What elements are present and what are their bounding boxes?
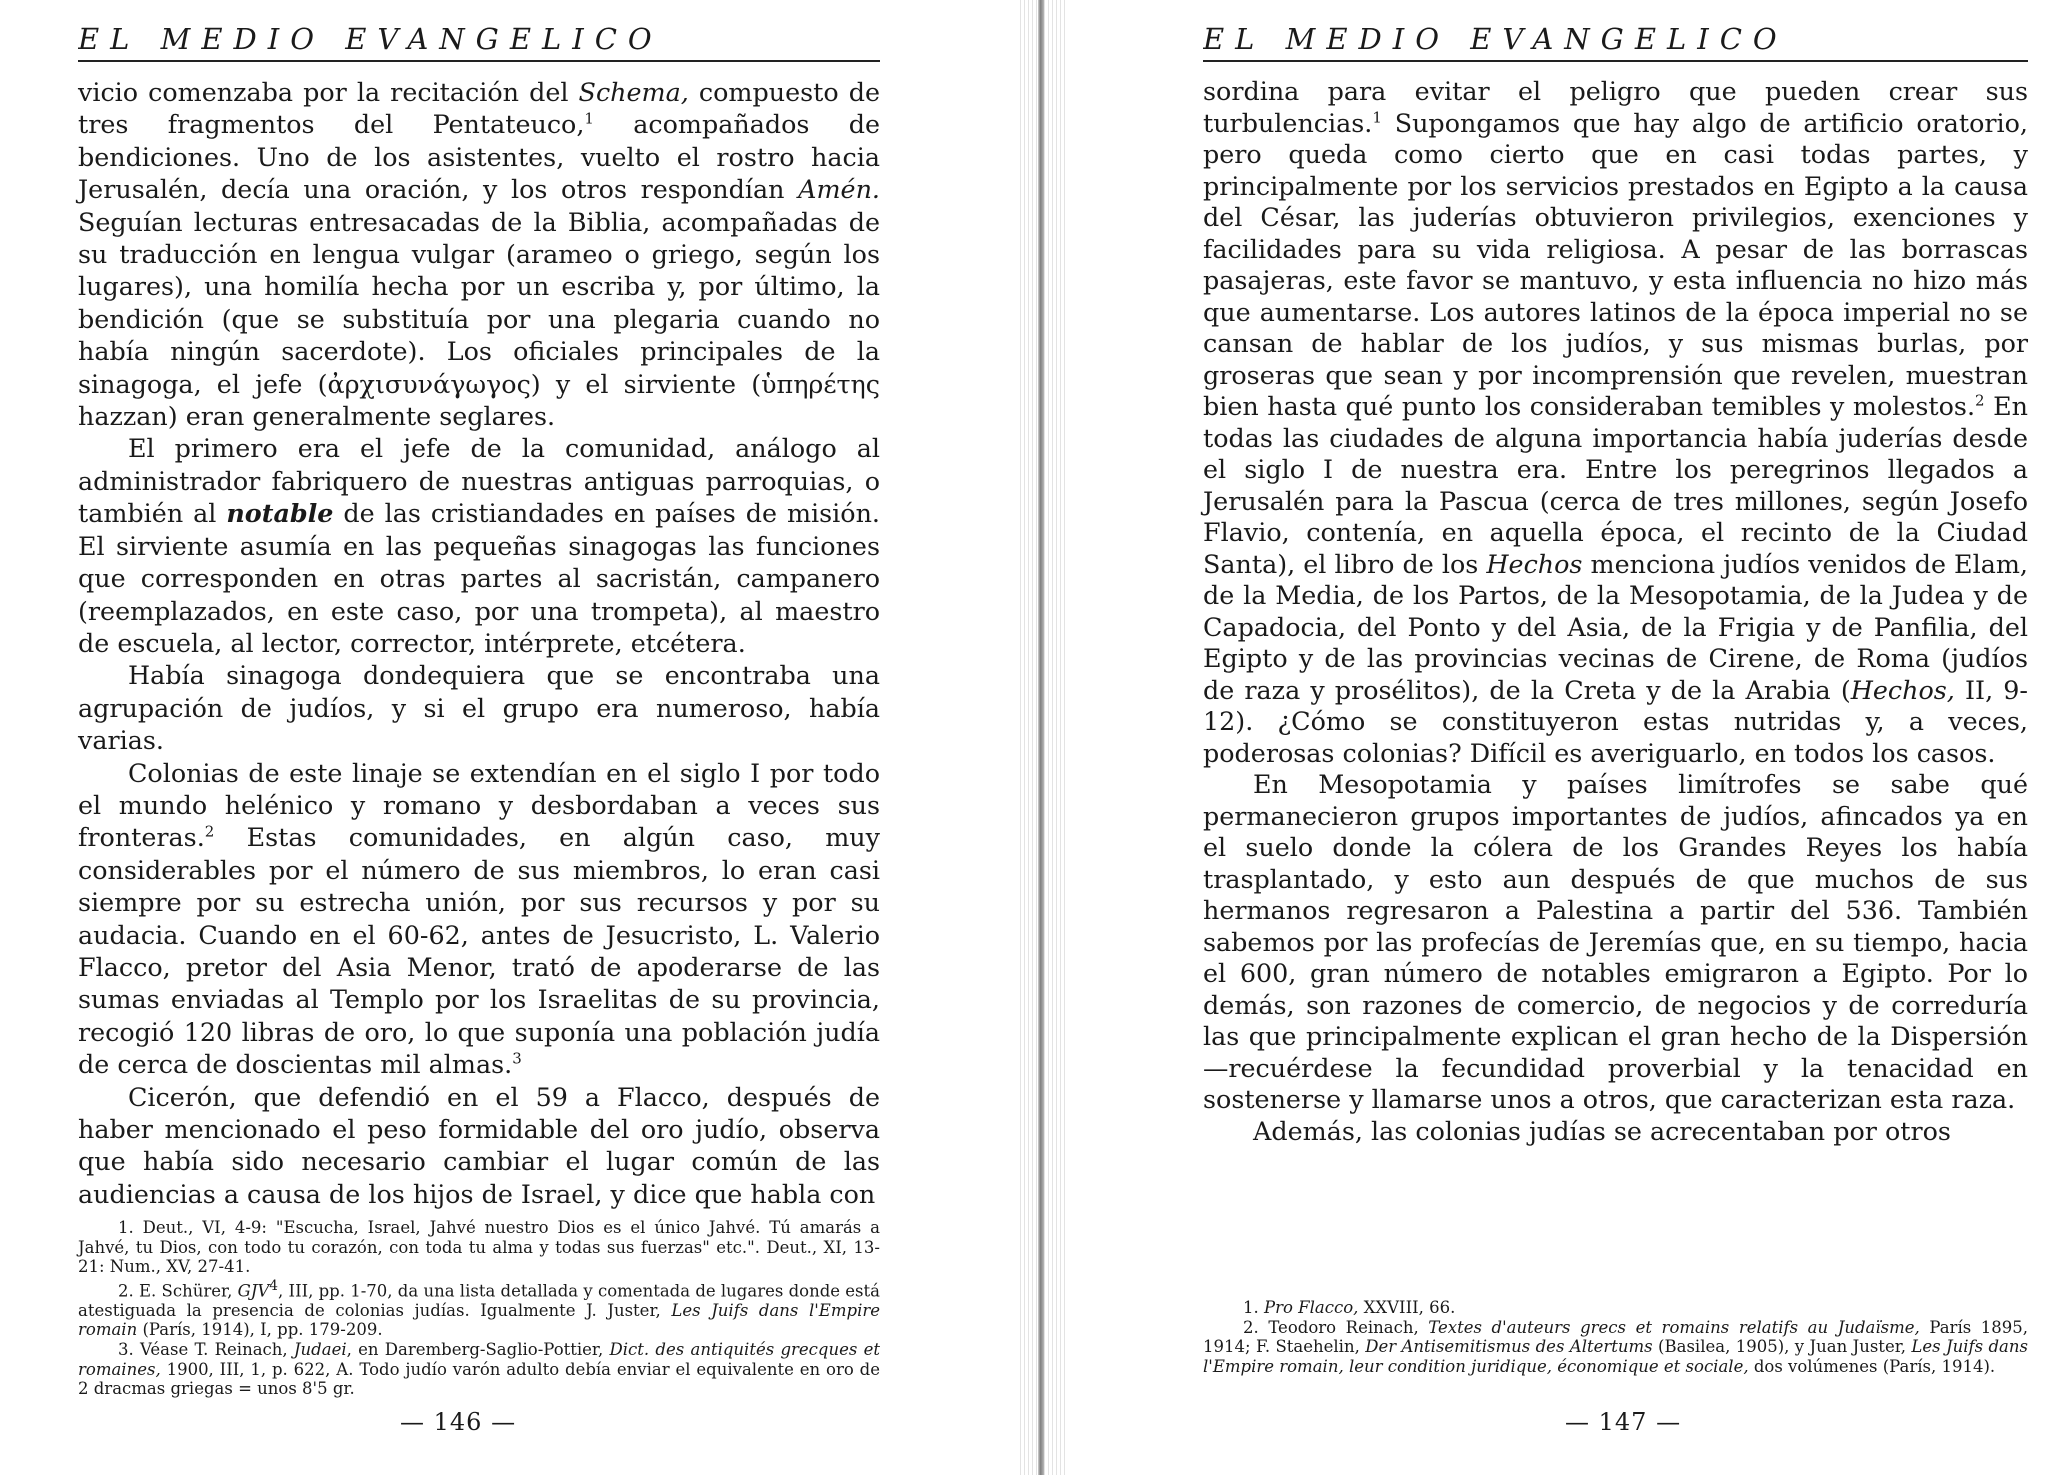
page-number: — 147 —: [1565, 1408, 1682, 1436]
footnote: 2. Teodoro Reinach, Textes d'auteurs grecs et romains relatifs au Judaïsme, París 1895, 1914; F. Staehelin, Der Antisemitismus des Altertums (Basilea, 1905), y Juan Juster, Les Juifs dans l'Empire romain, leur condition juridique, économique et sociale, dos volúmenes (París, 1914).: [1203, 1317, 2029, 1376]
running-head: EL MEDIO EVANGELICO: [1203, 22, 2028, 62]
page-number: — 146 —: [400, 1408, 517, 1436]
body-text: [1203, 76, 2028, 1147]
footnotes: [78, 1218, 880, 1399]
paragraph: Además, las colonias judías se acrecentaban por otros: [1253, 1115, 1951, 1146]
book-gutter: [1020, 0, 1065, 1475]
footnotes: [1203, 1298, 2028, 1376]
paragraph: vicio comenzaba por la recitación del Schema, compuesto de tres fragmentos del Pentateuco,$^1$ acompañados de bendiciones. Uno de los asistentes, vuelto el rostro hacia Jerusalén, decía una oración, y los otros respondían Amén. Seguían lecturas entresacadas de la Biblia, acompañadas de su traducción en lengua vulgar (arameo o griego, según los lugares), una homilía hecha por un escriba y, por último, la bendición (que se substituía por una plegaria cuando no había ningún sacerdote). Los oficiales principales de la sinagoga, el jefe (ἀρχισυνάγωγος) y el sirviente (ὑπηρέτης hazzan) eran generalmente seglares.: [78, 77, 880, 432]
paragraph: Había sinagoga dondequiera que se encontraba una agrupación de judíos, y si el grupo era numeroso, había varias.: [78, 660, 880, 756]
running-head: EL MEDIO EVANGELICO: [78, 22, 880, 62]
footnote: 1. Pro Flacco, XXVIII, 66.: [1243, 1298, 1456, 1317]
paragraph: sordina para evitar el peligro que pueden crear sus turbulencias.$^1$ Supongamos que hay algo de artificio oratorio, pero queda como cierto que en casi todas partes, y principalmente por los servicios prestados en Egipto a la causa del César, las juderías obtuvieron privilegios, exenciones y facilidades para su vida religiosa. A pesar de las borrascas pasajeras, este favor se mantuvo, y esta influencia no hizo más que aumentarse. Los autores latinos de la época imperial no se cansan de hablar de los judíos, y sus mismas burlas, por groseras que sean y por incomprensión que revelen, muestran bien hasta qué punto los consideraban temibles y molestos.$^2$ En todas las ciudades de alguna importancia había juderías desde el siglo I de nuestra era. Entre los peregrinos llegados a Jerusalén para la Pascua (cerca de tres millones, según Josefo Flavio, contenía, en aquella época, el recinto de la Ciudad Santa), el libro de los Hechos menciona judíos venidos de Elam, de la Media, de los Partos, de la Mesopotamia, de la Judea y de Capadocia, del Ponto y del Asia, de la Frigia y de Panfilia, del Egipto y de las provincias vecinas de Cirene, de Roma (judíos de raza y prosélitos), de la Creta y de la Arabia (Hechos, II, 9-12). ¿Cómo se constituyeron estas nutridas y, a veces, poderosas colonias? Difícil es averiguarlo, en todos los casos.: [1203, 76, 2029, 768]
footnote: 2. E. Schürer, GJV$^4$, III, pp. 1-70, da una lista detallada y comentada de lugares donde está atestiguada la presencia de colonias judías. Igualmente J. Juster, Les Juifs dans l'Empire romain (París, 1914), I, pp. 179-209.: [78, 1277, 880, 1340]
left-page: [0, 0, 1020, 1475]
paragraph: El primero era el jefe de la comunidad, análogo al administrador fabriquero de nuestras antiguas parroquias, o también al notable de las cristiandades en países de misión. El sirviente asumía en las pequeñas sinagogas las funciones que corresponden en otras partes al sacristán, campanero (reemplazados, en este caso, por una trompeta), al maestro de escuela, al lector, corrector, intérprete, etcétera.: [78, 433, 880, 658]
paragraph: En Mesopotamia y países limítrofes se sabe qué permanecieron grupos importantes de judíos, afincados ya en el suelo donde la cólera de los Grandes Reyes los había trasplantado, y esto aun después de que muchos de sus hermanos regresaron a Palestina a partir del 536. También sabemos por las profecías de Jeremías que, en su tiempo, hacia el 600, gran número de notables emigraron a Egipto. Por lo demás, son razones de comercio, de negocios y de correduría las que principalmente explican el gran hecho de la Dispersión —recuérdese la fecundidad proverbial y la tenacidad en sostenerse y llamarse unos a otros, que caracterizan esta raza.: [1203, 769, 2028, 1114]
paragraph: Cicerón, que defendió en el 59 a Flacco, después de haber mencionado el peso formidable del oro judío, observa que había sido necesario cambiar el lugar común de las audiencias a causa de los hijos de Israel, y dice que habla con: [78, 1081, 880, 1209]
footnote: 3. Véase T. Reinach, Judaei, en Daremberg-Saglio-Pottier, Dict. des antiquités grecques et romaines, 1900, III, 1, p. 622, A. Todo judío varón adulto debía enviar el equivalente en oro de 2 dracmas griegas = unos 8'5 gr.: [78, 1340, 880, 1399]
body-text: [78, 76, 880, 1210]
paragraph: Colonias de este linaje se extendían en el siglo I por todo el mundo helénico y romano y desbordaban a veces sus fronteras.$^2$ Estas comunidades, en algún caso, muy considerables por el número de sus miembros, lo eran casi siempre por su estrecha unión, por sus recursos y por su audacia. Cuando en el 60-62, antes de Jesucristo, L. Valerio Flacco, pretor del Asia Menor, trató de apoderarse de las sumas enviadas al Templo por los Israelitas de su provincia, recogió 120 libras de oro, lo que suponía una población judía de cerca de doscientas mil almas.$^3$: [78, 757, 880, 1080]
footnote: 1. Deut., VI, 4-9: "Escucha, Israel, Jahvé nuestro Dios es el único Jahvé. Tú amarás a Jahvé, tu Dios, con todo tu corazón, con toda tu alma y todas sus fuerzas" etc.". Deut., XI, 13-21: Num., XV, 27-41.: [78, 1218, 880, 1277]
right-page: [1065, 0, 2048, 1475]
